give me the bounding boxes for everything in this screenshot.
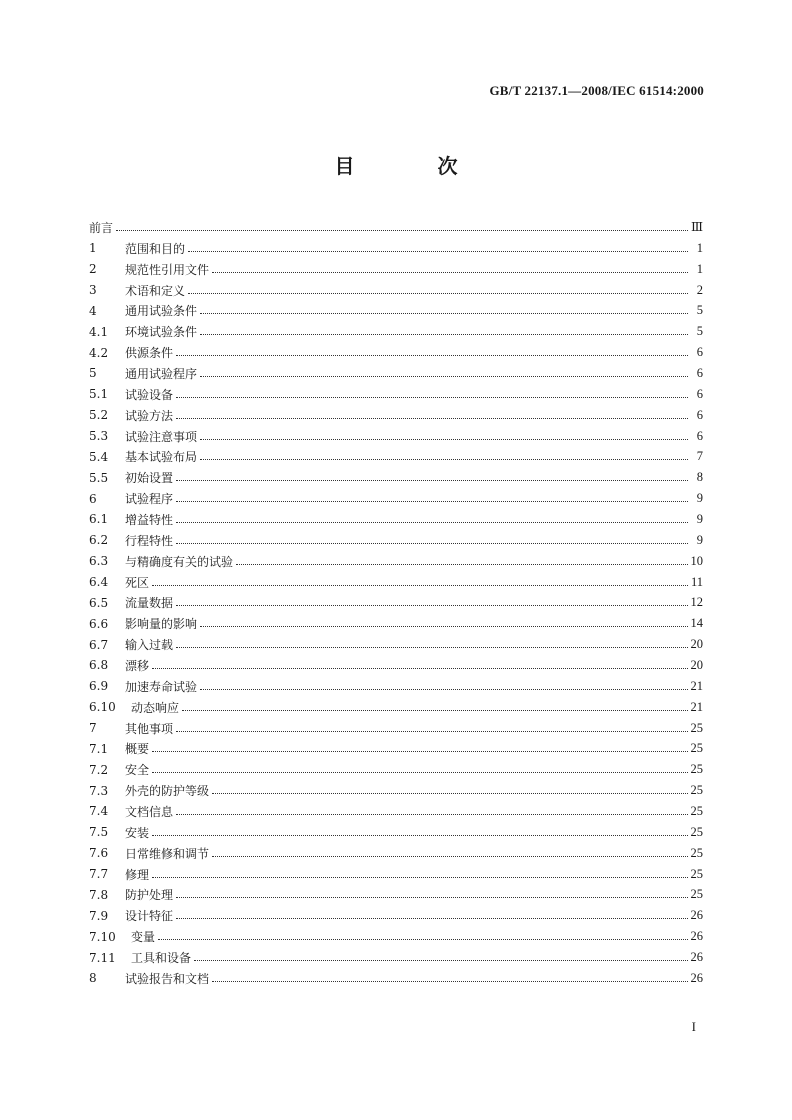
toc-entry-page: 6 xyxy=(696,407,703,422)
toc-entry-title: 通用试验程序 xyxy=(125,366,198,381)
toc-entry[interactable] xyxy=(89,780,703,801)
toc-dot-leader xyxy=(176,397,688,398)
toc-entry[interactable] xyxy=(89,676,703,697)
toc-dot-leader xyxy=(188,251,688,252)
standard-number: GB/T 22137.1—2008/IEC 61514:2000 xyxy=(489,83,704,98)
toc-entry[interactable] xyxy=(89,217,703,238)
toc-entry-page: 9 xyxy=(696,491,703,506)
toc-entry[interactable] xyxy=(89,947,703,968)
toc-entry-number: 6.8 xyxy=(89,658,109,673)
toc-dot-leader xyxy=(152,585,688,586)
toc-entry-title: 工具和设备 xyxy=(131,951,192,965)
toc-entry[interactable] xyxy=(89,592,703,613)
table-of-contents xyxy=(89,217,703,989)
toc-entry-title: 输入过载 xyxy=(125,638,174,653)
toc-entry-title: 试验报告和文档 xyxy=(125,971,210,986)
toc-entry-title: 概要 xyxy=(125,742,150,757)
toc-dot-leader xyxy=(212,981,687,982)
toc-entry-title: 影响量的影响 xyxy=(125,617,198,632)
toc-entry-title: 文档信息 xyxy=(125,804,174,819)
toc-entry-page: 25 xyxy=(690,866,703,881)
toc-dot-leader xyxy=(116,230,688,231)
toc-entry[interactable] xyxy=(89,926,703,947)
toc-entry-number: 2 xyxy=(89,262,97,277)
toc-entry-title: 设计特征 xyxy=(125,909,174,924)
toc-dot-leader xyxy=(176,522,688,523)
toc-entry-number: 6.3 xyxy=(89,554,109,569)
toc-entry-page: 12 xyxy=(690,595,703,610)
toc-entry-title: 日常维修和调节 xyxy=(125,846,210,861)
toc-entry-number: 7.11 xyxy=(89,950,116,965)
toc-dot-leader xyxy=(188,293,688,294)
toc-entry-number: 6.6 xyxy=(89,616,109,631)
toc-entry-number: 6.4 xyxy=(89,575,109,590)
toc-dot-leader xyxy=(212,856,687,857)
toc-dot-leader xyxy=(152,835,687,836)
toc-entry-page: 21 xyxy=(690,699,703,714)
toc-entry-page: 26 xyxy=(690,929,703,944)
toc-dot-leader xyxy=(152,668,687,669)
toc-entry-page: 11 xyxy=(690,574,703,589)
toc-dot-leader xyxy=(212,272,688,273)
toc-entry-number: 8 xyxy=(89,971,97,986)
toc-dot-leader xyxy=(176,814,687,815)
toc-entry-title: 行程特性 xyxy=(125,533,174,548)
toc-entry-number: 7.9 xyxy=(89,908,109,923)
toc-entry-page: 25 xyxy=(690,720,703,735)
toc-entry-title: 外壳的防护等级 xyxy=(125,784,210,799)
toc-entry-title: 初始设置 xyxy=(125,471,174,486)
toc-entry[interactable] xyxy=(89,843,703,864)
toc-entry-title: 漂移 xyxy=(125,658,150,673)
toc-entry-title: 加速寿命试验 xyxy=(125,679,198,694)
toc-dot-leader xyxy=(200,334,688,335)
toc-entry-number: 7.6 xyxy=(89,846,109,861)
toc-entry-title: 前言 xyxy=(89,220,114,235)
toc-entry[interactable] xyxy=(89,467,703,488)
toc-entry-page: 1 xyxy=(696,261,703,276)
toc-entry-number: 6.9 xyxy=(89,679,109,694)
toc-entry[interactable] xyxy=(89,426,703,447)
toc-entry-page: 26 xyxy=(690,970,703,985)
toc-entry[interactable] xyxy=(89,885,703,906)
toc-entry-number: 5.4 xyxy=(89,449,109,464)
toc-entry-title: 其他事项 xyxy=(125,721,174,736)
toc-entry-page: 8 xyxy=(696,470,703,485)
toc-entry-number: 6.10 xyxy=(89,700,116,715)
toc-entry[interactable] xyxy=(89,280,703,301)
toc-entry-page: 25 xyxy=(690,741,703,756)
toc-dot-leader xyxy=(200,376,688,377)
toc-entry-page: 25 xyxy=(690,783,703,798)
toc-dot-leader xyxy=(194,960,687,961)
toc-entry-page: 6 xyxy=(696,345,703,360)
toc-entry[interactable] xyxy=(89,530,703,551)
toc-entry-title: 增益特性 xyxy=(125,512,174,527)
toc-entry[interactable] xyxy=(89,864,703,885)
toc-entry[interactable] xyxy=(89,968,703,989)
toc-entry[interactable] xyxy=(89,634,703,655)
toc-entry-number: 5 xyxy=(89,366,97,381)
toc-entry-title: 规范性引用文件 xyxy=(125,262,210,277)
toc-entry-number: 7.3 xyxy=(89,783,109,798)
toc-entry-page: 6 xyxy=(696,428,703,443)
toc-entry-number: 7.5 xyxy=(89,825,109,840)
toc-entry-page: Ⅲ xyxy=(690,220,703,235)
toc-entry-title: 范围和目的 xyxy=(125,241,186,256)
toc-entry-title: 试验程序 xyxy=(125,492,174,507)
toc-entry-page: 7 xyxy=(696,449,703,464)
toc-entry-number: 1 xyxy=(89,241,97,256)
toc-entry-number: 7.7 xyxy=(89,867,109,882)
toc-entry[interactable] xyxy=(89,801,703,822)
toc-dot-leader xyxy=(200,459,688,460)
toc-entry-title: 与精确度有关的试验 xyxy=(125,554,234,569)
toc-dot-leader xyxy=(176,418,688,419)
toc-entry-page: 25 xyxy=(690,824,703,839)
toc-entry-number: 5.3 xyxy=(89,429,109,444)
toc-entry-title: 安装 xyxy=(125,825,150,840)
toc-dot-leader xyxy=(200,626,687,627)
toc-entry-page: 21 xyxy=(690,678,703,693)
toc-entry[interactable] xyxy=(89,718,703,739)
toc-entry[interactable] xyxy=(89,759,703,780)
toc-entry[interactable] xyxy=(89,905,703,926)
toc-dot-leader xyxy=(152,877,687,878)
toc-dot-leader xyxy=(200,689,687,690)
toc-entry-title: 试验方法 xyxy=(125,408,174,423)
toc-entry[interactable] xyxy=(89,384,703,405)
toc-entry-number: 3 xyxy=(89,283,97,297)
toc-entry-page: 20 xyxy=(690,637,703,652)
toc-entry-page: 1 xyxy=(696,240,703,255)
toc-entry-number: 6.2 xyxy=(89,533,109,548)
toc-dot-leader xyxy=(182,710,687,711)
toc-entry-page: 9 xyxy=(696,511,703,526)
toc-entry-page: 5 xyxy=(696,324,703,339)
toc-entry-number: 6.5 xyxy=(89,595,109,610)
toc-entry-page: 25 xyxy=(690,845,703,860)
toc-entry[interactable] xyxy=(89,613,703,634)
toc-entry-number: 7.10 xyxy=(89,929,116,944)
toc-dot-leader xyxy=(176,355,688,356)
toc-dot-leader xyxy=(152,751,687,752)
toc-entry-page: 25 xyxy=(690,803,703,818)
toc-entry[interactable] xyxy=(89,321,703,342)
toc-entry[interactable] xyxy=(89,238,703,259)
toc-entry-number: 7 xyxy=(89,721,97,736)
toc-dot-leader xyxy=(176,543,688,544)
page-title: 目 次 xyxy=(334,154,496,178)
toc-entry-number: 7.8 xyxy=(89,887,109,902)
toc-entry-number: 6 xyxy=(89,491,97,506)
toc-entry[interactable] xyxy=(89,363,703,384)
toc-entry-page: 6 xyxy=(696,365,703,380)
toc-dot-leader xyxy=(176,918,687,919)
toc-entry-number: 4 xyxy=(89,303,97,318)
toc-dot-leader xyxy=(200,439,688,440)
toc-entry-page: 9 xyxy=(696,532,703,547)
toc-entry[interactable] xyxy=(89,822,703,843)
toc-entry[interactable] xyxy=(89,259,703,280)
toc-entry-number: 4.2 xyxy=(89,345,109,360)
toc-entry[interactable] xyxy=(89,697,703,718)
toc-entry[interactable] xyxy=(89,446,703,467)
toc-entry-title: 安全 xyxy=(125,763,150,778)
toc-entry-page: 2 xyxy=(696,282,703,297)
toc-entry-title: 术语和定义 xyxy=(125,283,186,298)
toc-entry-title: 防护处理 xyxy=(125,888,174,903)
toc-entry-title: 供源条件 xyxy=(125,346,174,361)
toc-entry-page: 20 xyxy=(690,657,703,672)
toc-dot-leader xyxy=(176,605,687,606)
toc-entry-number: 7.1 xyxy=(89,741,109,756)
toc-entry-title: 试验设备 xyxy=(125,387,174,402)
toc-entry[interactable] xyxy=(89,405,703,426)
toc-dot-leader xyxy=(212,793,687,794)
toc-dot-leader xyxy=(176,731,687,732)
toc-entry-page: 26 xyxy=(690,950,703,964)
toc-entry[interactable] xyxy=(89,551,703,572)
toc-entry-number: 6.7 xyxy=(89,637,109,652)
toc-entry-title: 流量数据 xyxy=(125,596,174,611)
toc-entry[interactable] xyxy=(89,509,703,530)
toc-dot-leader xyxy=(176,501,688,502)
toc-entry-number: 5.2 xyxy=(89,408,109,423)
toc-entry-title: 试验注意事项 xyxy=(125,429,198,444)
toc-entry[interactable] xyxy=(89,488,703,509)
toc-dot-leader xyxy=(200,313,688,314)
toc-entry-page: 25 xyxy=(690,762,703,777)
toc-dot-leader xyxy=(236,564,687,565)
toc-entry-number: 6.1 xyxy=(89,512,109,527)
toc-entry[interactable] xyxy=(89,300,703,321)
toc-entry-title: 环境试验条件 xyxy=(125,325,198,340)
toc-entry-title: 死区 xyxy=(125,575,150,590)
toc-entry-number: 7.2 xyxy=(89,762,109,777)
toc-dot-leader xyxy=(152,772,687,773)
toc-dot-leader xyxy=(176,647,687,648)
toc-dot-leader xyxy=(176,480,688,481)
toc-entry-page: 6 xyxy=(696,386,703,401)
toc-entry-page: 26 xyxy=(690,908,703,923)
toc-entry[interactable] xyxy=(89,572,703,593)
toc-dot-leader xyxy=(176,897,687,898)
toc-entry-title: 动态响应 xyxy=(131,700,180,715)
toc-entry-number: 5.5 xyxy=(89,470,109,485)
toc-entry-page: 14 xyxy=(690,616,703,631)
toc-entry-title: 通用试验条件 xyxy=(125,304,198,319)
toc-entry-page: 25 xyxy=(690,887,703,902)
toc-dot-leader xyxy=(158,939,687,940)
toc-entry-number: 7.4 xyxy=(89,804,109,819)
toc-entry-number: 4.1 xyxy=(89,324,109,339)
toc-entry[interactable] xyxy=(89,738,703,759)
toc-entry-title: 修理 xyxy=(125,867,150,882)
toc-entry[interactable] xyxy=(89,655,703,676)
toc-entry-page: 10 xyxy=(690,553,703,568)
toc-entry-title: 基本试验布局 xyxy=(125,450,198,465)
page-number: I xyxy=(691,1019,696,1034)
toc-entry-title: 变量 xyxy=(131,930,156,945)
toc-entry[interactable] xyxy=(89,342,703,363)
toc-entry-number: 5.1 xyxy=(89,387,109,402)
toc-entry-page: 5 xyxy=(696,303,703,318)
